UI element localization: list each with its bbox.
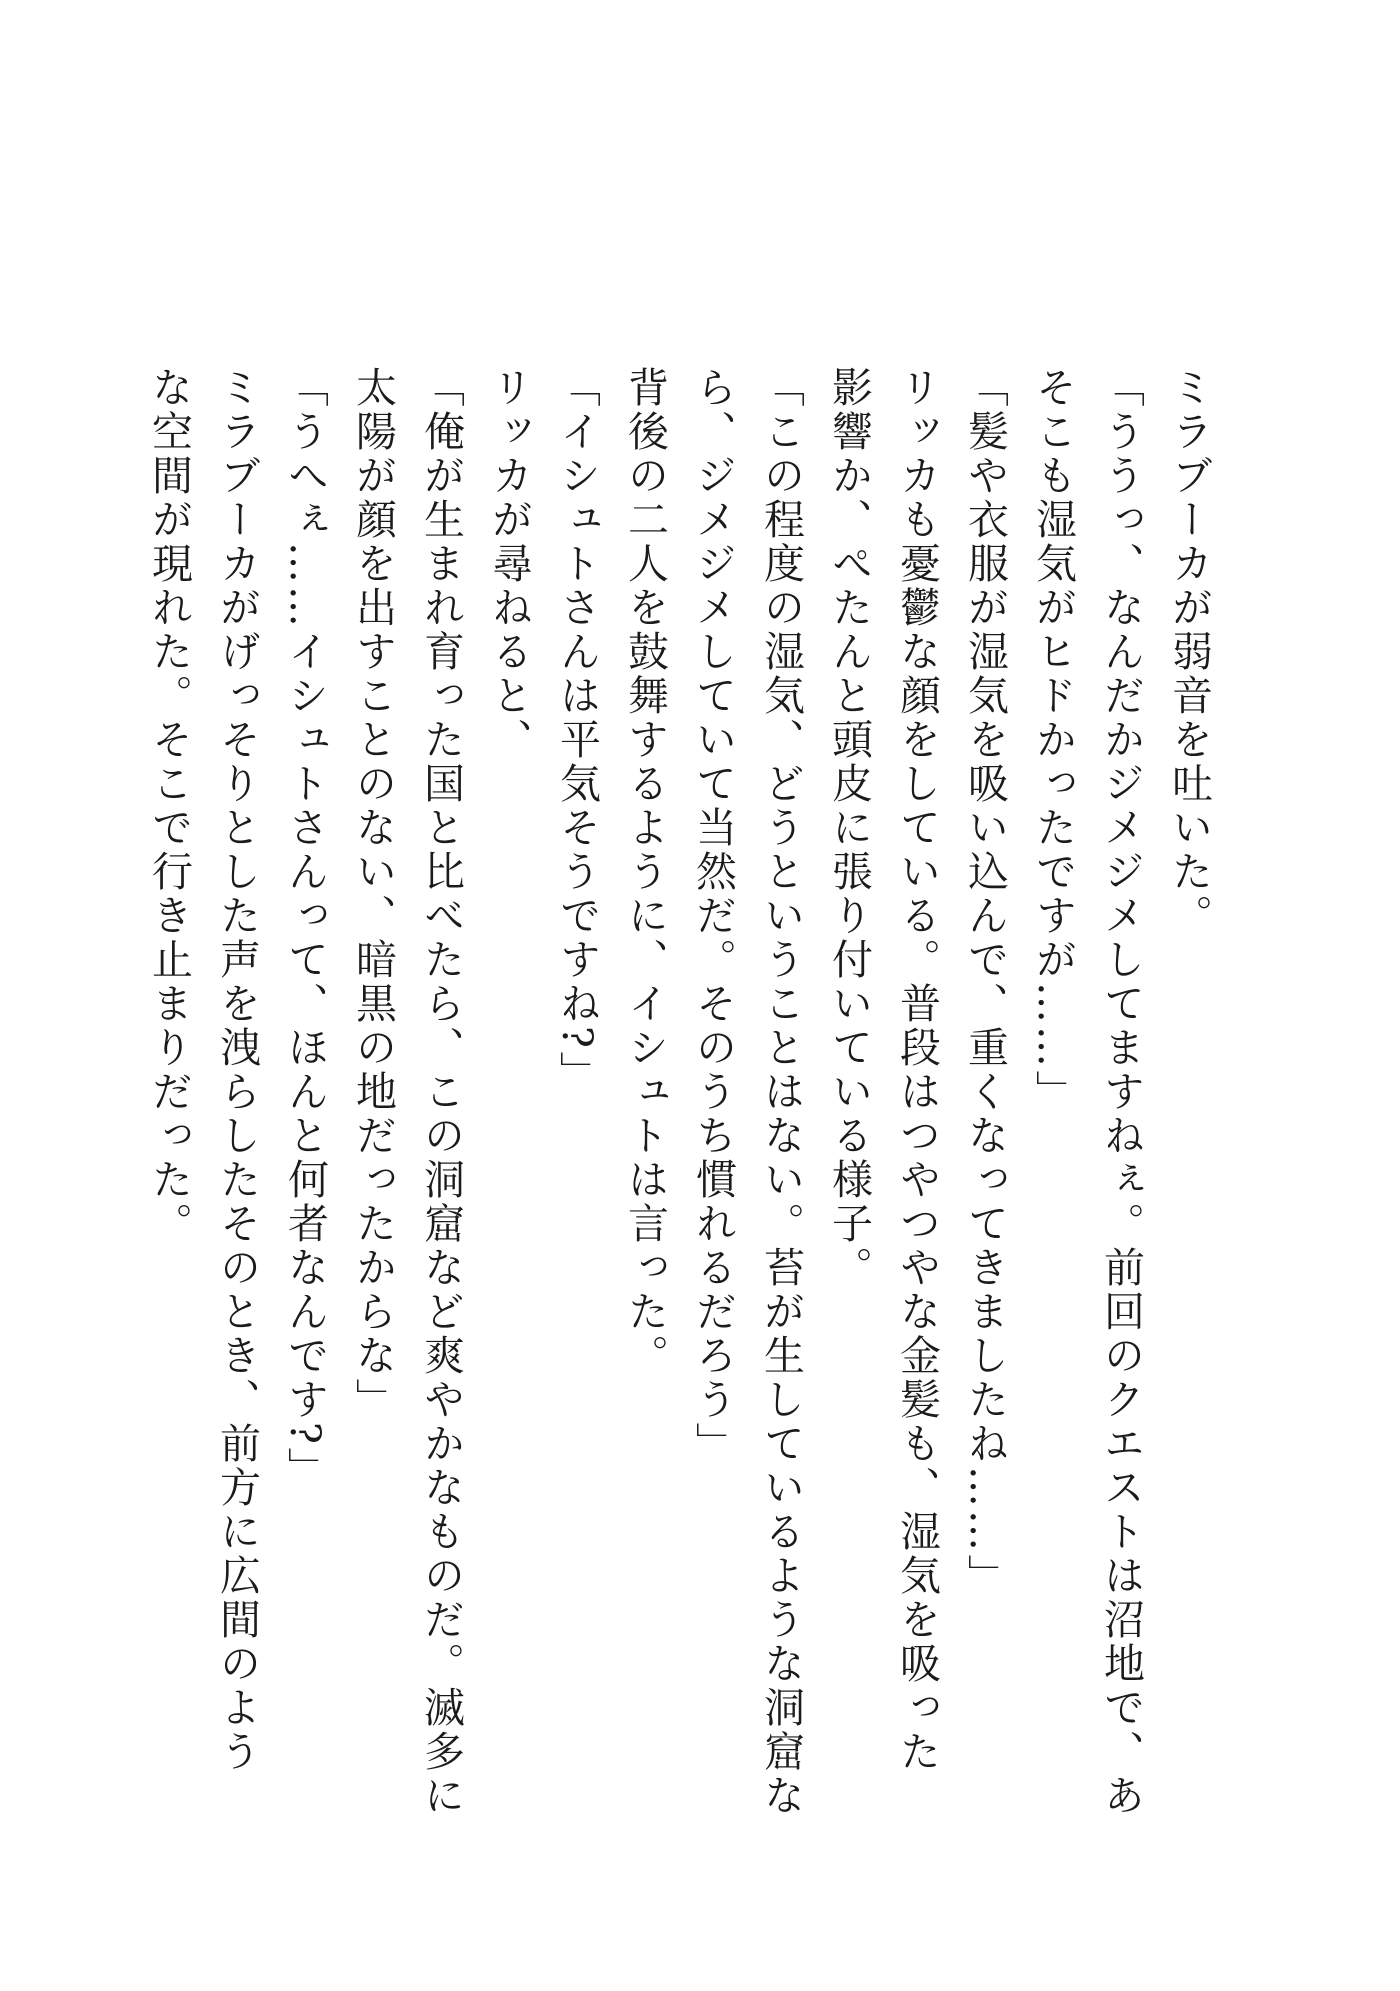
text-line: 「ううっ、なんだかジメジメしてますねぇ。前回のクエストは沼地で、あ	[1097, 366, 1145, 1818]
text-line: な空間が現れた。そこで行き止まりだった。	[145, 366, 193, 1246]
text-line: 「うへぇ……イシュトさんって、ほんと何者なんです?」	[281, 366, 329, 1491]
text-line: 「イシュトさんは平気そうですね?」	[553, 366, 601, 1095]
vertical-text-body	[135, 366, 1223, 1818]
text-line: リッカが尋ねると、	[485, 366, 533, 762]
text-line: ミラブーカがげっそりとした声を洩らしたそのとき、前方に広間のよう	[213, 366, 261, 1774]
text-line: 背後の二人を鼓舞するように、イシュトは言った。	[621, 366, 669, 1378]
text-line: ら、ジメジメしていて当然だ。そのうち慣れるだろう」	[689, 366, 737, 1466]
text-line: リッカも憂鬱な顔をしている。普段はつやつやな金髪も、湿気を吸った	[893, 366, 941, 1774]
text-line: ミラブーカが弱音を吐いた。	[1165, 366, 1213, 938]
text-line: 「この程度の湿気、どうということはない。苔が生しているような洞窟な	[757, 366, 805, 1818]
text-line: 太陽が顔を出すことのない、暗黒の地だったからな」	[349, 366, 397, 1422]
text-line: 「俺が生まれ育った国と比べたら、この洞窟など爽やかなものだ。滅多に	[417, 366, 465, 1818]
text-line: そこも湿気がヒドかったですが……」	[1029, 366, 1077, 1114]
text-line: 「髪や衣服が湿気を吸い込んで、重くなってきましたね……」	[961, 366, 1009, 1598]
text-line: 影響か、ぺたんと頭皮に張り付いている様子。	[825, 366, 873, 1290]
